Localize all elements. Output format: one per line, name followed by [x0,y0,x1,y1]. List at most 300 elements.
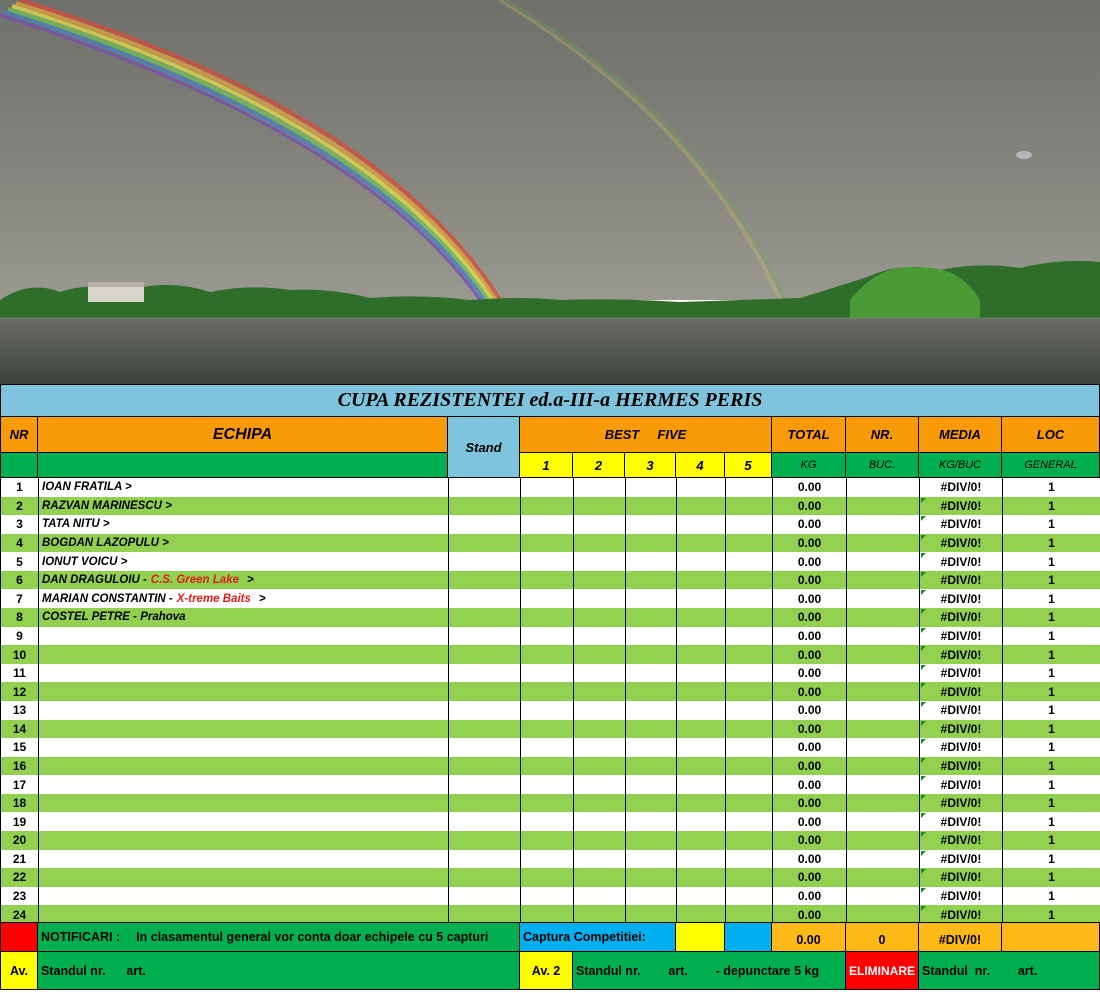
row-capture-5[interactable] [726,775,773,794]
notificari-label: NOTIFICARI : [41,930,121,944]
row-capture-4[interactable] [677,664,726,683]
row-stand[interactable] [449,887,521,906]
row-loc: 1 [1003,794,1100,813]
row-capture-3[interactable] [626,627,677,646]
row-capture-3[interactable] [626,868,677,887]
row-capture-1[interactable] [521,775,574,794]
row-capture-5[interactable] [726,757,773,776]
row-capture-2[interactable] [574,850,626,869]
row-capture-2[interactable] [574,571,626,590]
row-nr: 9 [1,627,39,646]
subheader-best-3: 3 [625,453,676,478]
row-loc: 1 [1003,850,1100,869]
row-total: 0.00 [773,757,847,776]
row-capture-1[interactable] [521,812,574,831]
row-team[interactable] [39,775,449,794]
av1-text: Standul nr. art. [38,952,520,990]
row-stand[interactable] [449,571,521,590]
row-stand[interactable] [449,720,521,739]
row-stand[interactable] [449,775,521,794]
row-nr-buc[interactable] [847,850,920,869]
media-value: #DIV/0! [940,517,982,532]
row-capture-3[interactable] [626,812,677,831]
row-nr: 6 [1,571,39,590]
row-stand[interactable] [449,664,521,683]
row-team[interactable] [39,812,449,831]
table-row [1,664,1100,683]
row-team[interactable] [39,497,449,516]
row-team[interactable] [39,868,449,887]
row-team[interactable] [39,478,449,497]
row-capture-3[interactable] [626,701,677,720]
row-media [920,552,1003,571]
row-stand[interactable] [449,831,521,850]
media-value: #DIV/0! [940,889,982,904]
row-capture-2[interactable] [574,831,626,850]
row-capture-5[interactable] [726,738,773,757]
row-loc: 1 [1003,515,1100,534]
table-row [1,812,1100,831]
row-nr-buc[interactable] [847,812,920,831]
row-nr-buc[interactable] [847,627,920,646]
row-nr-buc[interactable] [847,552,920,571]
row-capture-1[interactable] [521,515,574,534]
row-nr-buc[interactable] [847,738,920,757]
row-nr-buc[interactable] [847,589,920,608]
row-team[interactable] [39,794,449,813]
media-value: #DIV/0! [940,777,982,792]
row-capture-2[interactable] [574,868,626,887]
row-team[interactable] [39,645,449,664]
row-nr: 23 [1,887,39,906]
row-capture-5[interactable] [726,645,773,664]
sum-loc [1002,922,1100,952]
row-total: 0.00 [773,887,847,906]
row-capture-1[interactable] [521,497,574,516]
row-stand[interactable] [449,868,521,887]
row-capture-5[interactable] [726,831,773,850]
header-total: TOTAL [772,417,846,453]
header-media: MEDIA [919,417,1002,453]
row-capture-1[interactable] [521,831,574,850]
row-loc: 1 [1003,478,1100,497]
row-capture-4[interactable] [677,850,726,869]
av1-label: Av. [0,952,38,990]
row-capture-4[interactable] [677,589,726,608]
row-team[interactable] [39,738,449,757]
row-loc: 1 [1003,627,1100,646]
row-stand[interactable] [449,497,521,516]
row-loc: 1 [1003,868,1100,887]
row-capture-1[interactable] [521,608,574,627]
comment-indicator-icon [921,906,926,911]
row-stand[interactable] [449,534,521,553]
row-nr: 21 [1,850,39,869]
row-loc: 1 [1003,608,1100,627]
row-capture-2[interactable] [574,534,626,553]
row-stand[interactable] [449,589,521,608]
row-capture-4[interactable] [677,757,726,776]
row-media [920,757,1003,776]
comment-indicator-icon [921,888,926,893]
row-capture-1[interactable] [521,738,574,757]
row-capture-2[interactable] [574,775,626,794]
subheader-best-4: 4 [676,453,725,478]
row-nr-buc[interactable] [847,608,920,627]
row-capture-3[interactable] [626,645,677,664]
row-capture-5[interactable] [726,794,773,813]
team-suffix: > [258,592,266,605]
row-media [920,515,1003,534]
row-loc: 1 [1003,497,1100,516]
row-nr: 17 [1,775,39,794]
row-team[interactable] [39,589,449,608]
row-stand[interactable] [449,850,521,869]
row-capture-1[interactable] [521,552,574,571]
row-nr-buc[interactable] [847,534,920,553]
row-capture-4[interactable] [677,534,726,553]
row-capture-1[interactable] [521,478,574,497]
row-capture-5[interactable] [726,664,773,683]
row-total: 0.00 [773,850,847,869]
captura-blue-cell[interactable] [725,922,772,952]
media-value: #DIV/0! [940,647,982,662]
row-stand[interactable] [449,608,521,627]
row-capture-3[interactable] [626,720,677,739]
row-team[interactable] [39,515,449,534]
row-capture-5[interactable] [726,850,773,869]
row-capture-4[interactable] [677,552,726,571]
row-capture-1[interactable] [521,682,574,701]
row-stand[interactable] [449,794,521,813]
row-capture-2[interactable] [574,478,626,497]
row-stand[interactable] [449,627,521,646]
notificari-text: In clasamentul general vor conta doar echipele cu 5 capturi [136,930,489,944]
row-capture-2[interactable] [574,515,626,534]
row-nr: 10 [1,645,39,664]
table-row [1,701,1100,720]
row-capture-5[interactable] [726,589,773,608]
media-value: #DIV/0! [940,758,982,773]
row-capture-3[interactable] [626,515,677,534]
row-nr: 4 [1,534,39,553]
row-total: 0.00 [773,812,847,831]
table-row [1,497,1100,516]
row-capture-2[interactable] [574,627,626,646]
row-capture-3[interactable] [626,794,677,813]
row-capture-2[interactable] [574,497,626,516]
row-capture-5[interactable] [726,515,773,534]
row-media [920,682,1003,701]
row-capture-5[interactable] [726,887,773,906]
subheader-best-1: 1 [520,453,573,478]
subheader-best-5: 5 [725,453,772,478]
row-capture-5[interactable] [726,720,773,739]
row-team[interactable] [39,831,449,850]
row-stand[interactable] [449,812,521,831]
row-capture-3[interactable] [626,831,677,850]
row-capture-5[interactable] [726,608,773,627]
row-nr: 16 [1,757,39,776]
table-row [1,627,1100,646]
table-row [1,757,1100,776]
row-team[interactable] [39,664,449,683]
row-nr-buc[interactable] [847,682,920,701]
row-nr-buc[interactable] [847,571,920,590]
row-team[interactable] [39,534,449,553]
row-capture-1[interactable] [521,627,574,646]
row-capture-1[interactable] [521,720,574,739]
comment-indicator-icon [921,813,926,818]
row-total: 0.00 [773,775,847,794]
row-capture-4[interactable] [677,627,726,646]
row-capture-4[interactable] [677,831,726,850]
av2-label: Av. 2 [520,952,573,990]
row-capture-4[interactable] [677,682,726,701]
row-stand[interactable] [449,757,521,776]
captura-label: Captura Competitiei: [520,922,676,952]
row-capture-3[interactable] [626,738,677,757]
comment-indicator-icon [921,776,926,781]
row-nr: 24 [1,905,39,924]
row-capture-4[interactable] [677,868,726,887]
row-nr-buc[interactable] [847,645,920,664]
team-name: COSTEL PETRE - Prahova [42,611,186,624]
media-value: #DIV/0! [940,498,982,513]
row-capture-1[interactable] [521,571,574,590]
row-capture-4[interactable] [677,775,726,794]
row-team[interactable] [39,552,449,571]
row-nr-buc[interactable] [847,831,920,850]
row-capture-2[interactable] [574,645,626,664]
row-media [920,812,1003,831]
row-capture-2[interactable] [574,608,626,627]
row-nr-buc[interactable] [847,515,920,534]
row-capture-5[interactable] [726,478,773,497]
av2-text: Standul nr. art. - depunctare 5 kg [573,952,846,990]
table-row [1,868,1100,887]
table-row [1,552,1100,571]
row-capture-3[interactable] [626,850,677,869]
row-capture-2[interactable] [574,720,626,739]
row-capture-4[interactable] [677,794,726,813]
row-team[interactable] [39,720,449,739]
row-capture-4[interactable] [677,571,726,590]
row-team[interactable] [39,757,449,776]
row-capture-5[interactable] [726,497,773,516]
row-nr-buc[interactable] [847,887,920,906]
row-capture-1[interactable] [521,589,574,608]
row-capture-3[interactable] [626,775,677,794]
row-capture-1[interactable] [521,701,574,720]
row-nr: 14 [1,720,39,739]
row-nr: 20 [1,831,39,850]
row-capture-3[interactable] [626,887,677,906]
row-nr-buc[interactable] [847,720,920,739]
row-loc: 1 [1003,571,1100,590]
row-nr: 15 [1,738,39,757]
row-team[interactable] [39,850,449,869]
row-capture-5[interactable] [726,868,773,887]
comment-indicator-icon [921,498,926,503]
row-capture-2[interactable] [574,552,626,571]
row-loc: 1 [1003,831,1100,850]
row-media [920,738,1003,757]
row-capture-4[interactable] [677,738,726,757]
table-row [1,589,1100,608]
row-capture-5[interactable] [726,571,773,590]
row-total: 0.00 [773,589,847,608]
row-stand[interactable] [449,552,521,571]
row-capture-1[interactable] [521,794,574,813]
comment-indicator-icon [921,851,926,856]
comment-indicator-icon [921,628,926,633]
row-capture-2[interactable] [574,664,626,683]
row-capture-3[interactable] [626,757,677,776]
row-nr-buc[interactable] [847,664,920,683]
comment-indicator-icon [921,609,926,614]
row-capture-5[interactable] [726,682,773,701]
row-capture-3[interactable] [626,534,677,553]
row-capture-4[interactable] [677,701,726,720]
row-capture-1[interactable] [521,887,574,906]
row-capture-2[interactable] [574,682,626,701]
row-media [920,794,1003,813]
comment-indicator-icon [921,646,926,651]
row-stand[interactable] [449,645,521,664]
row-nr: 3 [1,515,39,534]
row-total: 0.00 [773,608,847,627]
row-media [920,571,1003,590]
row-team[interactable] [39,887,449,906]
row-team[interactable] [39,701,449,720]
row-nr-buc[interactable] [847,794,920,813]
row-capture-3[interactable] [626,497,677,516]
row-capture-3[interactable] [626,478,677,497]
row-capture-2[interactable] [574,738,626,757]
notificari-marker [0,922,38,952]
row-capture-4[interactable] [677,478,726,497]
row-total: 0.00 [773,515,847,534]
row-team[interactable] [39,627,449,646]
row-capture-3[interactable] [626,552,677,571]
row-capture-1[interactable] [521,534,574,553]
sum-media: #DIV/0! [919,922,1002,952]
team-name: RAZVAN MARINESCU > [42,499,172,512]
row-capture-5[interactable] [726,534,773,553]
row-stand[interactable] [449,682,521,701]
row-loc: 1 [1003,664,1100,683]
row-capture-5[interactable] [726,627,773,646]
row-nr-buc[interactable] [847,478,920,497]
subheader-best-2: 2 [573,453,625,478]
header-echipa: ECHIPA [38,417,448,453]
row-capture-4[interactable] [677,497,726,516]
row-capture-1[interactable] [521,850,574,869]
row-capture-3[interactable] [626,589,677,608]
row-total: 0.00 [773,794,847,813]
row-capture-5[interactable] [726,812,773,831]
row-nr-buc[interactable] [847,497,920,516]
row-capture-4[interactable] [677,645,726,664]
media-value: #DIV/0! [940,833,982,848]
results-sheet [0,384,1100,993]
row-capture-3[interactable] [626,571,677,590]
team-suffix: > [247,574,254,587]
captura-yellow-cell[interactable] [676,922,725,952]
row-total: 0.00 [773,478,847,497]
media-value: #DIV/0! [940,573,982,588]
row-loc: 1 [1003,757,1100,776]
media-value: #DIV/0! [940,536,982,551]
row-capture-4[interactable] [677,608,726,627]
row-stand[interactable] [449,515,521,534]
table-row [1,645,1100,664]
row-capture-2[interactable] [574,701,626,720]
banner-photo [0,0,1100,384]
row-total: 0.00 [773,534,847,553]
row-capture-4[interactable] [677,720,726,739]
row-capture-3[interactable] [626,608,677,627]
table-row [1,850,1100,869]
row-team[interactable] [39,608,449,627]
row-capture-5[interactable] [726,552,773,571]
row-nr-buc[interactable] [847,868,920,887]
row-stand[interactable] [449,478,521,497]
team-name: IOAN FRATILA > [42,481,132,494]
row-nr-buc[interactable] [847,701,920,720]
row-total: 0.00 [773,645,847,664]
row-stand[interactable] [449,701,521,720]
row-stand[interactable] [449,738,521,757]
row-capture-2[interactable] [574,589,626,608]
comment-indicator-icon [921,832,926,837]
row-loc: 1 [1003,775,1100,794]
row-media [920,720,1003,739]
row-capture-3[interactable] [626,664,677,683]
row-team[interactable] [39,682,449,701]
row-capture-1[interactable] [521,645,574,664]
row-nr-buc[interactable] [847,757,920,776]
row-media [920,868,1003,887]
row-team[interactable] [39,571,449,590]
row-loc: 1 [1003,738,1100,757]
comment-indicator-icon [921,739,926,744]
row-capture-2[interactable] [574,887,626,906]
media-value: #DIV/0! [940,666,982,681]
row-capture-2[interactable] [574,757,626,776]
row-nr-buc[interactable] [847,775,920,794]
row-capture-2[interactable] [574,812,626,831]
media-value: #DIV/0! [940,851,982,866]
row-capture-4[interactable] [677,515,726,534]
row-media [920,887,1003,906]
row-loc: 1 [1003,682,1100,701]
row-capture-3[interactable] [626,682,677,701]
row-capture-1[interactable] [521,757,574,776]
row-total: 0.00 [773,682,847,701]
row-media [920,478,1003,497]
comment-indicator-icon [921,572,926,577]
comment-indicator-icon [921,553,926,558]
row-capture-2[interactable] [574,794,626,813]
table-row [1,534,1100,553]
row-capture-1[interactable] [521,664,574,683]
row-capture-5[interactable] [726,701,773,720]
row-capture-1[interactable] [521,868,574,887]
row-capture-4[interactable] [677,812,726,831]
row-capture-4[interactable] [677,887,726,906]
